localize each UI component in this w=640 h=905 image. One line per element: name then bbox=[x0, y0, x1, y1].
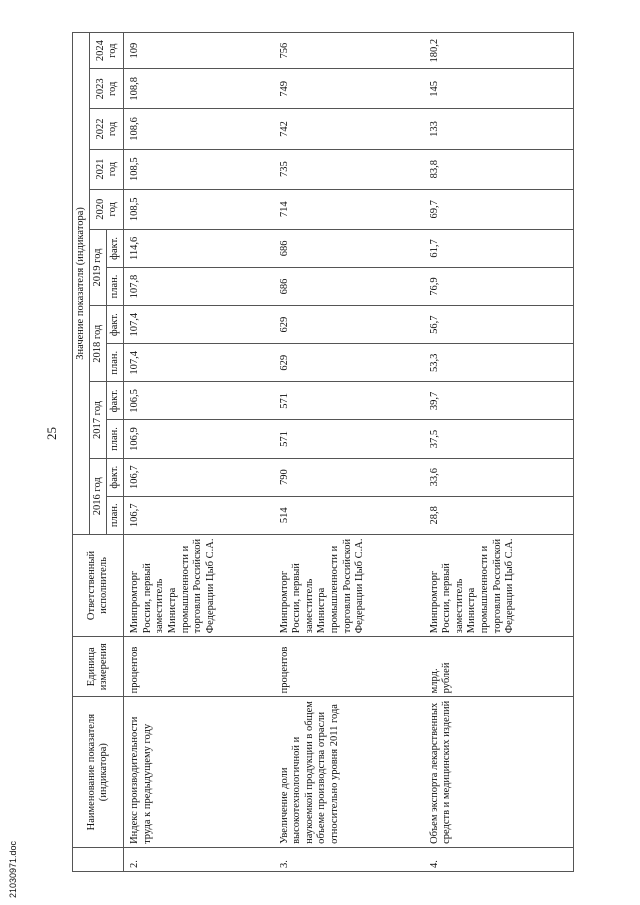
value-cell: 56,7 bbox=[424, 306, 574, 344]
value-cell: 145 bbox=[424, 69, 574, 109]
value-cell: 39,7 bbox=[424, 382, 574, 420]
responsible-executor: Минпромторг России, первый заместитель Министра промышленности и торговли Российской Федерации Цыб С.А. bbox=[124, 534, 274, 636]
value-cell: 108,5 bbox=[124, 149, 274, 189]
value-cell: 37,5 bbox=[424, 420, 574, 458]
value-cell: 749 bbox=[274, 69, 424, 109]
value-cell: 53,3 bbox=[424, 344, 574, 382]
indicators-table bbox=[72, 32, 574, 872]
value-cell: 107,4 bbox=[124, 344, 274, 382]
value-cell: 109 bbox=[124, 33, 274, 69]
table-row bbox=[124, 33, 274, 872]
header-year-2018: 2018 год bbox=[90, 306, 107, 382]
header-num bbox=[73, 847, 124, 871]
value-cell: 108,6 bbox=[124, 109, 274, 149]
value-cell: 108,8 bbox=[124, 69, 274, 109]
indicator-name: Увеличение доли высокотехнологичной и наукоемкой продукции в общем объеме производства отрасли относительно уровня 2011 года bbox=[274, 697, 424, 848]
value-cell: 106,9 bbox=[124, 420, 274, 458]
table-row bbox=[424, 33, 574, 872]
header-year-2019: 2019 год bbox=[90, 229, 107, 305]
rotated-table-container bbox=[72, 32, 632, 872]
value-cell: 735 bbox=[274, 149, 424, 189]
header-fact: факт. bbox=[107, 458, 124, 496]
value-cell: 714 bbox=[274, 189, 424, 229]
row-number: 3. bbox=[274, 847, 424, 871]
footer-filename: 21030971.doc bbox=[8, 840, 18, 898]
page-number: 25 bbox=[44, 427, 59, 440]
table-row bbox=[274, 33, 424, 872]
value-cell: 742 bbox=[274, 109, 424, 149]
responsible-executor: Минпромторг России, первый заместитель Министра промышленности и торговли Российской Федерации Цыб С.А. bbox=[424, 534, 574, 636]
responsible-executor: Минпромторг России, первый заместитель Министра промышленности и торговли Российской Федерации Цыб С.А. bbox=[274, 534, 424, 636]
header-executor: Ответственный исполнитель bbox=[73, 534, 124, 636]
value-cell: 114,6 bbox=[124, 229, 274, 267]
header-plan: план. bbox=[107, 267, 124, 305]
value-cell: 180,2 bbox=[424, 33, 574, 69]
header-unit: Единица измерения bbox=[73, 637, 124, 697]
header-name: Наименование показателя (индикатора) bbox=[73, 697, 124, 848]
header-fact: факт. bbox=[107, 306, 124, 344]
value-cell: 571 bbox=[274, 420, 424, 458]
header-fact: факт. bbox=[107, 382, 124, 420]
value-cell: 83,8 bbox=[424, 149, 574, 189]
value-cell: 571 bbox=[274, 382, 424, 420]
header-plan: план. bbox=[107, 496, 124, 534]
header-plan: план. bbox=[107, 420, 124, 458]
header-year-2023: 2023 год bbox=[90, 69, 124, 109]
value-cell: 69,7 bbox=[424, 189, 574, 229]
value-cell: 107,4 bbox=[124, 306, 274, 344]
indicator-unit: процентов bbox=[274, 637, 424, 697]
header-value: Значение показателя (индикатора) bbox=[73, 33, 90, 535]
value-cell: 33,6 bbox=[424, 458, 574, 496]
value-cell: 106,7 bbox=[124, 458, 274, 496]
row-number: 4. bbox=[424, 847, 574, 871]
indicator-unit: млрд. рублей bbox=[424, 637, 574, 697]
value-cell: 133 bbox=[424, 109, 574, 149]
value-cell: 106,7 bbox=[124, 496, 274, 534]
value-cell: 61,7 bbox=[424, 229, 574, 267]
header-fact: факт. bbox=[107, 229, 124, 267]
header-year-2022: 2022 год bbox=[90, 109, 124, 149]
header-year-2024: 2024 год bbox=[90, 33, 124, 69]
value-cell: 107,8 bbox=[124, 267, 274, 305]
value-cell: 76,9 bbox=[424, 267, 574, 305]
header-year-2021: 2021 год bbox=[90, 149, 124, 189]
value-cell: 108,5 bbox=[124, 189, 274, 229]
value-cell: 686 bbox=[274, 229, 424, 267]
header-year-2020: 2020 год bbox=[90, 189, 124, 229]
value-cell: 28,8 bbox=[424, 496, 574, 534]
value-cell: 514 bbox=[274, 496, 424, 534]
value-cell: 629 bbox=[274, 306, 424, 344]
row-number: 2. bbox=[124, 847, 274, 871]
header-year-2016: 2016 год bbox=[90, 458, 107, 534]
value-cell: 790 bbox=[274, 458, 424, 496]
value-cell: 629 bbox=[274, 344, 424, 382]
indicator-name: Индекс производительности труда к предыдущему году bbox=[124, 697, 274, 848]
header-year-2017: 2017 год bbox=[90, 382, 107, 458]
value-cell: 756 bbox=[274, 33, 424, 69]
value-cell: 106,5 bbox=[124, 382, 274, 420]
header-plan: план. bbox=[107, 344, 124, 382]
value-cell: 686 bbox=[274, 267, 424, 305]
indicator-name: Объем экспорта лекарственных средств и медицинских изделий bbox=[424, 697, 574, 848]
indicator-unit: процентов bbox=[124, 637, 274, 697]
